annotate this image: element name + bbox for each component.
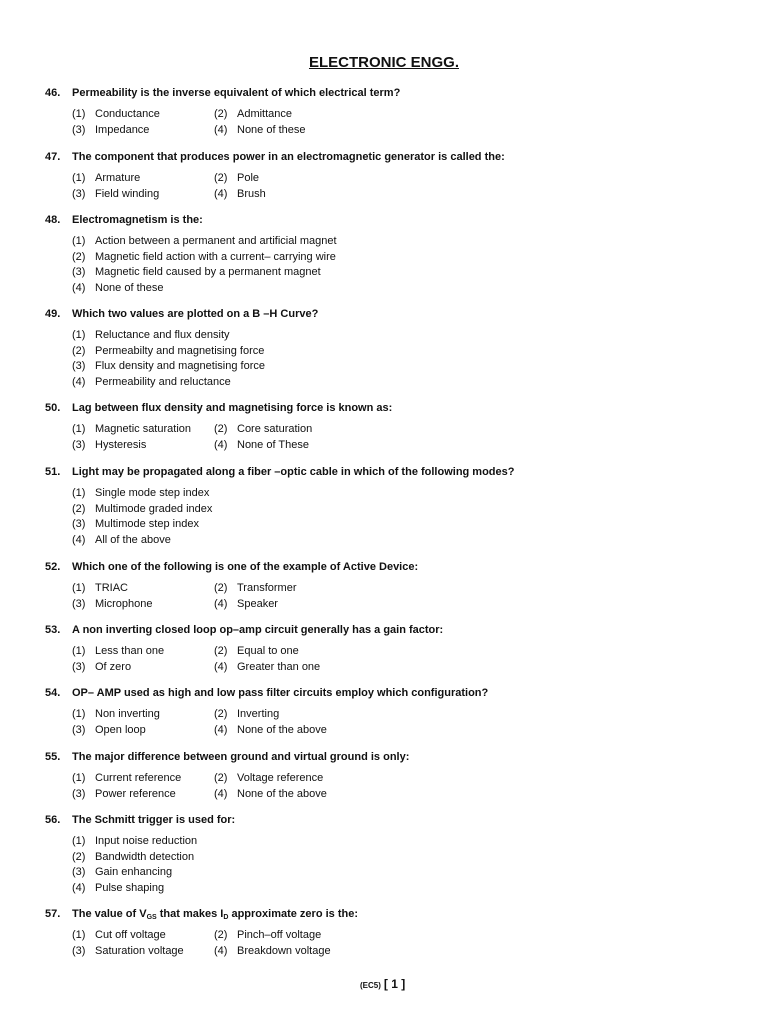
option-number: (4) — [214, 123, 228, 136]
question-line — [45, 624, 735, 640]
question-text: Which two values are plotted on a B –H Curve? — [72, 308, 319, 320]
question-text-part: The value of V — [72, 908, 147, 920]
option-number: (3) — [72, 438, 86, 451]
option-number: (2) — [214, 582, 228, 594]
option-number: (1) — [72, 929, 86, 941]
question-line — [45, 308, 735, 324]
question-number: 51. — [45, 466, 61, 478]
option-text: Saturation voltage — [95, 944, 184, 957]
option-text: Core saturation — [237, 423, 313, 435]
question-number: 52. — [45, 561, 61, 573]
question-number: 53. — [45, 624, 61, 636]
subscript: GS — [146, 914, 157, 921]
option-text: Less than one — [95, 645, 165, 657]
option-number: (2) — [214, 772, 228, 784]
question — [45, 687, 735, 736]
option-number: (4) — [214, 787, 228, 800]
page-title: ELECTRONIC ENGG. — [308, 54, 459, 71]
option-text: Action between a permanent and artificial magnet — [95, 235, 337, 247]
option-text: Magnetic saturation — [95, 423, 191, 435]
option-text: Admittance — [237, 108, 293, 120]
option-text: Permeability and reluctance — [95, 375, 231, 388]
question-text: OP– AMP used as high and low pass filter circuits employ which configuration? — [72, 687, 489, 699]
question — [45, 151, 735, 200]
option-text: Inverting — [237, 708, 280, 720]
question-line — [45, 402, 735, 418]
question-line — [45, 687, 735, 703]
option-text: Bandwidth detection — [95, 850, 195, 863]
question — [45, 751, 735, 800]
option-number: (2) — [72, 850, 86, 863]
option-text: None of the above — [237, 787, 327, 800]
option-text: None of these — [237, 123, 306, 136]
option-number: (2) — [214, 423, 228, 435]
option-number: (4) — [214, 723, 228, 736]
question-number: 46. — [45, 87, 61, 99]
question-text — [72, 908, 358, 921]
option-number: (3) — [72, 360, 86, 372]
option-text: None of These — [237, 438, 309, 451]
option-number: (1) — [72, 708, 86, 720]
question-line — [45, 214, 735, 230]
question-text: The component that produces power in an electromagnetic generator is called the: — [72, 151, 505, 163]
option-number: (3) — [72, 723, 86, 736]
option-number: (3) — [72, 123, 86, 136]
option-number: (2) — [214, 708, 228, 720]
question-text-part: that makes I — [156, 908, 224, 920]
option-text: Multimode step index — [95, 518, 199, 530]
option-number: (4) — [214, 438, 228, 451]
option-number: (1) — [72, 329, 86, 341]
option-number: (2) — [72, 250, 86, 263]
question-number: 54. — [45, 687, 61, 699]
option-number: (3) — [72, 787, 86, 800]
question-line — [45, 908, 735, 924]
question-text: The Schmitt trigger is used for: — [72, 814, 236, 826]
option-text: Cut off voltage — [95, 929, 166, 941]
option-text: Open loop — [95, 723, 146, 736]
option-text: TRIAC — [95, 582, 128, 594]
option-number: (2) — [72, 502, 86, 515]
option-text: Pole — [237, 172, 260, 184]
option-number: (4) — [72, 533, 86, 546]
option-text: Gain enhancing — [95, 866, 173, 878]
question-number: 47. — [45, 151, 61, 163]
option-text: Impedance — [95, 123, 150, 136]
option-text: Voltage reference — [237, 772, 324, 784]
option-text: Microphone — [95, 597, 153, 610]
option-text: Input noise reduction — [95, 835, 198, 847]
option-text: Magnetic field action with a current– carrying wire — [95, 250, 336, 263]
question-line — [45, 561, 735, 577]
option-number: (3) — [72, 597, 86, 610]
option-number: (4) — [214, 660, 228, 673]
question-number: 55. — [45, 751, 61, 763]
option-number: (2) — [214, 929, 228, 941]
option-text: Reluctance and flux density — [95, 329, 230, 341]
option-number: (4) — [72, 881, 86, 894]
subscript: D — [223, 914, 229, 921]
question — [45, 308, 735, 388]
question-number: 50. — [45, 402, 61, 414]
option-text: Field winding — [95, 187, 160, 200]
option-text: Power reference — [95, 787, 176, 800]
question-line — [45, 814, 735, 830]
question — [45, 561, 735, 610]
option-text: Brush — [237, 187, 266, 200]
option-text: Breakdown voltage — [237, 944, 331, 957]
question — [45, 908, 735, 957]
question-text: The major difference between ground and virtual ground is only: — [72, 751, 410, 763]
option-number: (2) — [214, 172, 228, 184]
question — [45, 87, 735, 136]
option-text: Permeabilty and magnetising force — [95, 344, 265, 357]
option-text: None of these — [95, 281, 164, 294]
option-text: Greater than one — [237, 660, 321, 673]
question-text: Permeability is the inverse equivalent of which electrical term? — [72, 87, 401, 99]
question — [45, 814, 735, 894]
page-footer — [360, 975, 405, 993]
option-text: Speaker — [237, 597, 278, 610]
option-number: (3) — [72, 187, 86, 200]
option-text: None of the above — [237, 723, 327, 736]
question-text: Which one of the following is one of the example of Active Device: — [72, 561, 419, 573]
option-number: (2) — [214, 645, 228, 657]
question-text: Light may be propagated along a fiber –optic cable in which of the following modes? — [72, 466, 515, 478]
option-text: Equal to one — [237, 645, 299, 657]
option-number: (1) — [72, 235, 86, 247]
question-text: A non inverting closed loop op–amp circuit generally has a gain factor: — [72, 624, 444, 636]
page-number: [ 1 ] — [383, 977, 406, 991]
option-text: Single mode step index — [95, 487, 210, 499]
question — [45, 624, 735, 673]
option-number: (1) — [72, 582, 86, 594]
option-number: (1) — [72, 423, 86, 435]
question-text-part: approximate zero is the: — [228, 908, 358, 920]
option-number: (1) — [72, 172, 86, 184]
option-number: (2) — [214, 108, 228, 120]
option-number: (3) — [72, 866, 86, 878]
option-number: (4) — [72, 375, 86, 388]
option-text: Current reference — [95, 772, 182, 784]
option-text: Multimode graded index — [95, 502, 213, 515]
option-text: Magnetic field caused by a permanent magnet — [95, 266, 321, 278]
option-number: (3) — [72, 944, 86, 957]
option-number: (1) — [72, 108, 86, 120]
question — [45, 466, 735, 546]
option-text: Of zero — [95, 660, 132, 673]
question-text: Lag between flux density and magnetising force is known as: — [72, 402, 393, 414]
question-line — [45, 466, 735, 482]
option-text: Flux density and magnetising force — [95, 360, 265, 372]
option-number: (3) — [72, 266, 86, 278]
option-text: Armature — [95, 172, 141, 184]
option-number: (1) — [72, 835, 86, 847]
option-number: (4) — [72, 281, 86, 294]
option-text: Pulse shaping — [95, 881, 165, 894]
option-text: Conductance — [95, 108, 160, 120]
option-number: (4) — [214, 597, 228, 610]
option-number: (3) — [72, 660, 86, 673]
question-number: 48. — [45, 214, 61, 226]
option-text: All of the above — [95, 533, 171, 546]
option-number: (4) — [214, 187, 228, 200]
option-number: (1) — [72, 645, 86, 657]
option-number: (1) — [72, 772, 86, 784]
question-line — [45, 751, 735, 767]
paper-code: (EC5) — [360, 981, 381, 990]
question-number: 56. — [45, 814, 61, 826]
question — [45, 402, 735, 451]
question-line — [45, 151, 735, 167]
question-text: Electromagnetism is the: — [72, 214, 203, 226]
option-text: Hysteresis — [95, 438, 147, 451]
question-number: 49. — [45, 308, 61, 320]
question-line — [45, 87, 735, 103]
option-number: (2) — [72, 344, 86, 357]
option-number: (3) — [72, 518, 86, 530]
option-text: Transformer — [237, 582, 297, 594]
question-number: 57. — [45, 908, 61, 920]
option-number: (4) — [214, 944, 228, 957]
option-text: Pinch–off voltage — [237, 929, 322, 941]
option-number: (1) — [72, 487, 86, 499]
question — [45, 214, 735, 294]
option-text: Non inverting — [95, 708, 160, 720]
